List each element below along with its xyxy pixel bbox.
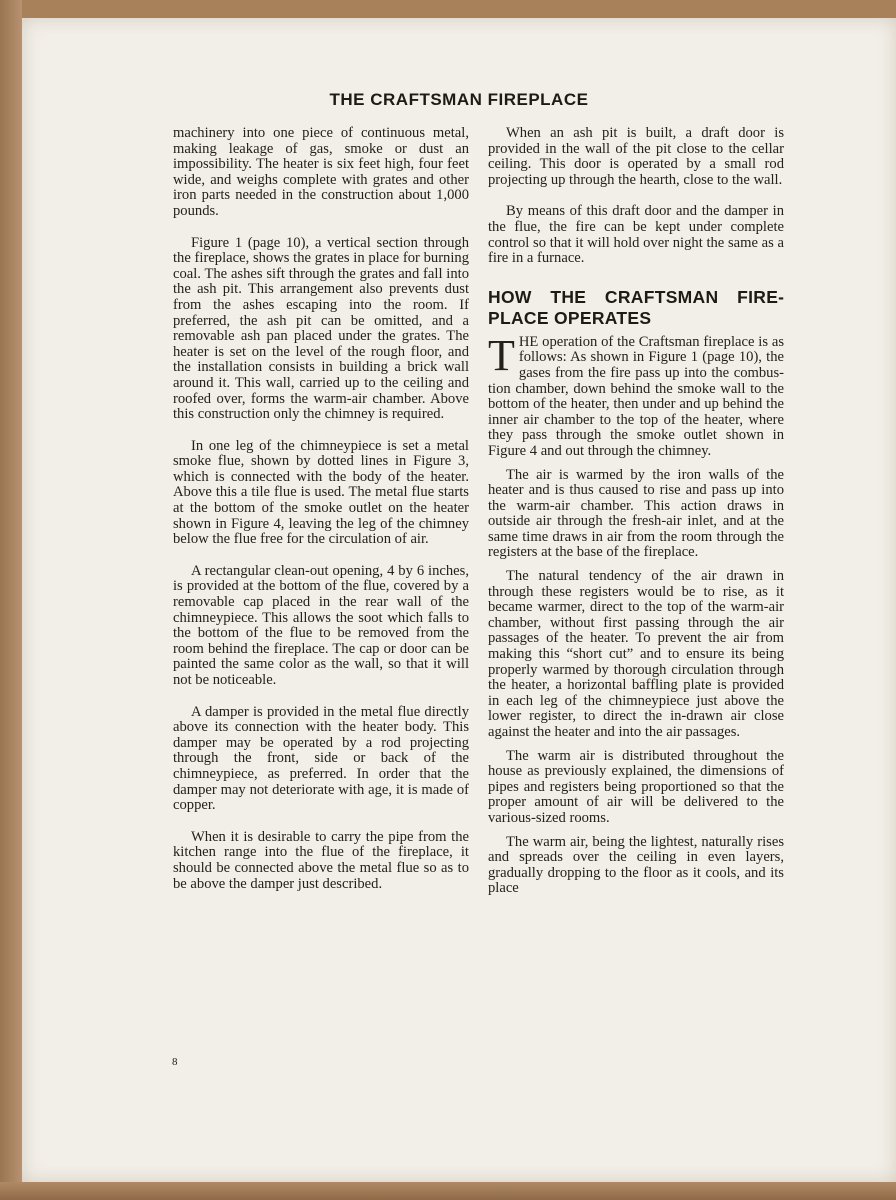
section-heading: HOW THE CRAFTSMAN FIREPLACE OPERATES [488, 286, 784, 328]
right-column [488, 126, 784, 905]
paragraph: The natural tendency of the air drawn in through these registers would be to rise, as it became warmer, direct to the top of the warm-air chamber, without first passing through the air passages of the heater. To prevent the air from making this “short cut” and to ensure its being properly warmed by thorough circulation through the heater, a horizontal baffling plate is provided in each leg of the chimneypiece just above the lower register, to direct the in-drawn air close against the heater and into the air passages. [488, 568, 784, 740]
left-column [173, 126, 469, 908]
paragraph: When it is desirable to carry the pipe from the kitchen range into the flue of the fireplace, it should be connected above the metal flue so as to be above the damper just described. [173, 828, 469, 892]
document-page [22, 18, 896, 1182]
page-number: 8 [172, 1056, 178, 1068]
paragraph: The warm air is distributed throughout the house as previously explained, the dimensions of pipes and registers being proportioned so that the proper amount of air will be delivered to the various-sized rooms. [488, 747, 784, 826]
paragraph: By means of this draft door and the damper in the flue, the fire can be kept under complete control so that it will hold over night the same as a fire in a furnace. [488, 203, 784, 267]
paragraph: The air is warmed by the iron walls of the heater and is thus caused to rise and pass up into the warm-air chamber. This action draws in outside air through the fresh-air inlet, and at the same time draws in air from the room through the registers at the base of the fireplace. [488, 466, 784, 561]
paragraph: In one leg of the chimneypiece is set a metal smoke flue, shown by dotted lines in Figure 3, which is connected with the body of the heater. Above this a tile flue is used. The metal flue starts at the bottom of the smoke outlet on the heater shown in Figure 4, leaving the leg of the chimney below the flue free for the circulation of air. [173, 437, 469, 548]
page-edge-left [0, 0, 22, 1200]
paragraph: A damper is provided in the metal flue directly above its connection with the heater body. This damper may be operated by a rod projecting through the front, side or back of the chimneypiece, as preferred. In order that the damper may not deteriorate with age, it is made of copper. [173, 703, 469, 814]
paragraph: The warm air, being the lightest, naturally rises and spreads over the ceiling in even layers, gradually dropping to the floor as it cools, and its place [488, 833, 784, 897]
paragraph: A rectangular clean-out opening, 4 by 6 inches, is provided at the bottom of the flue, covered by a removable cap placed in the rear wall of the chimneypiece. This allows the soot which falls to the bottom of the flue to be removed from the room behind the fireplace. The cap or door can be painted the same color as the wall, so that it will not be noticeable. [173, 562, 469, 688]
paragraph-with-drop-cap [488, 330, 784, 460]
paragraph-text: HE operation of the Craftsman fireplace is as follows: As shown in Figure 1 (page 10), the gases from the fire pass up into the combustion chamber, down behind the smoke wall to the bottom of the heater, then under and up behind the inner air chamber to the top of the heater, where they pass through the smoke outlet shown in Figure 4 and out through the chimney. [488, 333, 784, 459]
paragraph: When an ash pit is built, a draft door is provided in the wall of the pit close to the cellar ceiling. This door is operated by a small rod projecting up through the hearth, close to the wall. [488, 125, 784, 188]
page-edge-bottom [0, 1182, 896, 1200]
paragraph: machinery into one piece of continuous metal, making leakage of gas, smoke or dust an impossibility. The heater is six feet high, four feet wide, and weighs complete with grates and other iron parts needed in the construction about 1,000 pounds. [173, 125, 469, 219]
running-title: THE CRAFTSMAN FIREPLACE [329, 90, 589, 109]
paragraph: Figure 1 (page 10), a vertical section through the fireplace, shows the grates in place for burning coal. The ashes sift through the grates and fall into the ash pit. This arrangement also prevents dust from the ashes escaping into the room. If preferred, the ash pit can be omitted, and a removable ash pan placed under the grates. The heater is set on the level of the rough floor, and the installation consists in building a brick wall around it. This wall, carried up to the ceiling and roofed over, forms the warm-air chamber. Above this construction only the chimney is required. [173, 234, 469, 423]
drop-cap: T [488, 330, 515, 380]
